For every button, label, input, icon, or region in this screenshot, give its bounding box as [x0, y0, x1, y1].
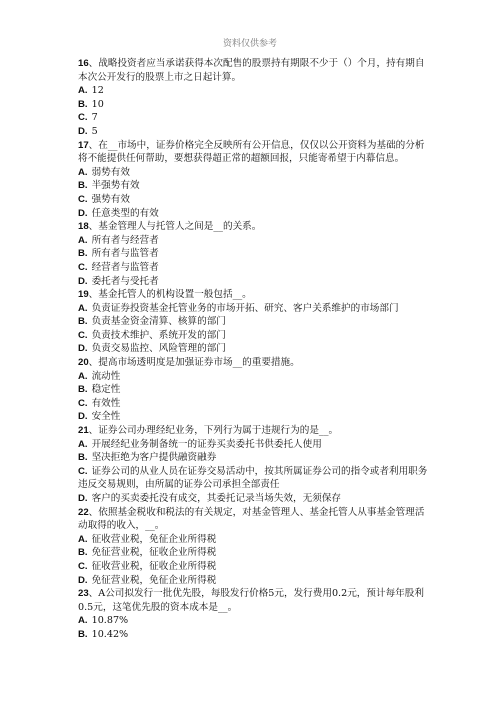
option-letter: D. [78, 125, 88, 137]
option-letter: A. [78, 234, 88, 246]
answer-option [78, 179, 428, 193]
question-block [78, 356, 428, 424]
option-letter: C. [78, 397, 88, 409]
option-letter: D. [78, 493, 88, 504]
option-letter: A. [78, 615, 88, 627]
option-letter: D. [78, 574, 88, 586]
answer-option [78, 302, 428, 316]
question-list [78, 57, 428, 642]
answer-option [78, 397, 428, 411]
option-text: 10.87% [91, 615, 129, 627]
option-letter: A. [78, 370, 88, 382]
option-letter: A. [78, 438, 88, 450]
option-letter: C. [78, 193, 88, 205]
answer-option [78, 261, 428, 275]
option-letter: C. [78, 261, 88, 273]
option-letter: B. [78, 547, 88, 559]
option-letter: D. [78, 275, 88, 287]
question-number: 20 [78, 357, 89, 369]
question-block [78, 424, 428, 506]
option-text: 稳定性 [91, 384, 121, 396]
answer-option [78, 410, 428, 424]
answer-option [78, 84, 428, 98]
option-text: 弱势有效 [91, 166, 130, 178]
question-text [78, 356, 428, 370]
answer-option [78, 546, 428, 560]
answer-option [78, 628, 428, 642]
question-stem: 、战略投资者应当承诺获得本次配售的股票持有期限不少于（）个月，持有期自本次公开发行的股票上市之日起计算。 [78, 58, 425, 83]
question-block [78, 288, 428, 356]
question-block [78, 220, 428, 288]
option-text: 安全性 [91, 411, 121, 423]
option-letter: B. [78, 452, 88, 464]
answer-option [78, 329, 428, 343]
answer-option [78, 438, 428, 452]
option-text: 7 [91, 112, 98, 124]
answer-option [78, 207, 428, 221]
answer-option [78, 166, 428, 180]
answer-option [78, 111, 428, 125]
option-letter: B. [78, 180, 88, 192]
question-text [78, 424, 428, 438]
answer-option [78, 247, 428, 261]
option-letter: D. [78, 343, 88, 355]
option-letter: D. [78, 207, 88, 219]
question-number: 22 [78, 506, 89, 518]
option-text: 强势有效 [91, 193, 130, 205]
option-text: 证券公司的从业人员在证券交易活动中，按其所属证券公司的指令或者利用职务违反交易规则，由所属的证券公司承担全部责任 [78, 465, 428, 491]
option-letter: A. [78, 166, 88, 178]
question-stem: 、提高市场透明度是加强证券市场__的重要措施。 [88, 357, 300, 369]
question-number: 19 [78, 289, 89, 301]
question-text [78, 139, 428, 166]
option-letter: A. [78, 533, 88, 545]
answer-option [78, 560, 428, 574]
option-text: 有效性 [91, 397, 121, 409]
option-letter: B. [78, 248, 88, 260]
question-text [78, 506, 428, 533]
option-letter: A. [78, 85, 88, 97]
question-number: 17 [78, 139, 89, 151]
option-text: 流动性 [91, 370, 121, 382]
option-text: 半强势有效 [91, 180, 140, 192]
question-block [78, 506, 428, 588]
question-block [78, 587, 428, 641]
option-letter: B. [78, 316, 88, 328]
answer-option [78, 98, 428, 112]
question-stem: 、基金托管人的机构设置一般包括__。 [88, 289, 252, 301]
option-text: 负责基金资金清算、核算的部门 [91, 316, 226, 328]
option-text: 征收营业税，征收企业所得税 [91, 560, 217, 572]
option-text: 负责证券投资基金托管业务的市场开拓、研究、客户关系维护的市场部门 [91, 302, 399, 314]
answer-option [78, 275, 428, 289]
option-letter: B. [78, 628, 88, 640]
answer-option [78, 492, 428, 506]
question-stem: 、在__市场中，证券价格完全反映所有公开信息，仅仅以公开资料为基础的分析将不能提供任何帮助，要想获得超正常的超额回报，只能寄希望于内幕信息。 [78, 139, 425, 165]
question-number: 21 [78, 425, 89, 437]
option-letter: D. [78, 411, 88, 423]
answer-option [78, 614, 428, 628]
answer-option [78, 370, 428, 384]
option-text: 5 [91, 125, 98, 137]
option-text: 征收营业税，免征企业所得税 [91, 533, 217, 545]
answer-option [78, 193, 428, 207]
answer-option [78, 533, 428, 547]
answer-option [78, 315, 428, 329]
option-text: 委托者与受托者 [91, 275, 159, 287]
option-letter: C. [78, 329, 88, 341]
option-text: 负责技术维护、系统开发的部门 [91, 329, 226, 341]
question-block [78, 57, 428, 139]
question-stem: 、证券公司办理经纪业务，下列行为属于违规行为的是__。 [88, 425, 339, 437]
answer-option [78, 383, 428, 397]
question-stem: 、A公司拟发行一批优先股，每股发行价格5元，发行费用0.2元，预计每年股利0.5元，这笔优先股的资本成本是__。 [78, 588, 424, 613]
question-stem: 、依照基金税收和税法的有关规定，对基金管理人、基金托管人从事基金管理活动取得的收入，__。 [78, 506, 425, 532]
page-header: 资料仅供参考 [222, 39, 277, 49]
option-letter: A. [78, 302, 88, 314]
question-text [78, 57, 428, 84]
option-letter: B. [78, 384, 88, 396]
option-letter: C. [78, 465, 88, 477]
question-number: 16 [78, 58, 89, 69]
answer-option [78, 451, 428, 465]
option-text: 免征营业税，免征企业所得税 [91, 574, 217, 586]
option-text: 任意类型的有效 [91, 207, 159, 219]
question-text [78, 288, 428, 302]
option-text: 10.42% [91, 628, 129, 640]
option-text: 负责交易监控、风险管理的部门 [91, 343, 226, 355]
answer-option [78, 465, 428, 492]
option-text: 10 [91, 98, 104, 110]
option-letter: C. [78, 112, 88, 124]
question-number: 18 [78, 221, 89, 233]
option-letter: B. [78, 98, 88, 110]
option-text: 坚决拒绝为客户提供融资融券 [91, 452, 217, 464]
answer-option [78, 574, 428, 588]
option-text: 客户的买卖委托没有成交，其委托记录当场失效，无须保存 [91, 493, 342, 504]
option-text: 12 [91, 85, 104, 97]
option-text: 经营者与监管者 [91, 261, 159, 273]
option-text: 所有者与经营者 [91, 234, 159, 246]
question-text [78, 220, 428, 234]
option-text: 开展经纪业务制备统一的证券买卖委托书供委托人使用 [91, 438, 322, 450]
answer-option [78, 342, 428, 356]
answer-option [78, 234, 428, 248]
question-number: 23 [78, 588, 89, 600]
question-stem: 、基金管理人与托管人之间是__的关系。 [88, 221, 262, 233]
question-block [78, 139, 428, 221]
option-text: 所有者与监管者 [91, 248, 159, 260]
answer-option [78, 125, 428, 139]
question-text [78, 587, 428, 614]
option-text: 免征营业税，征收企业所得税 [91, 547, 217, 559]
option-letter: C. [78, 560, 88, 572]
